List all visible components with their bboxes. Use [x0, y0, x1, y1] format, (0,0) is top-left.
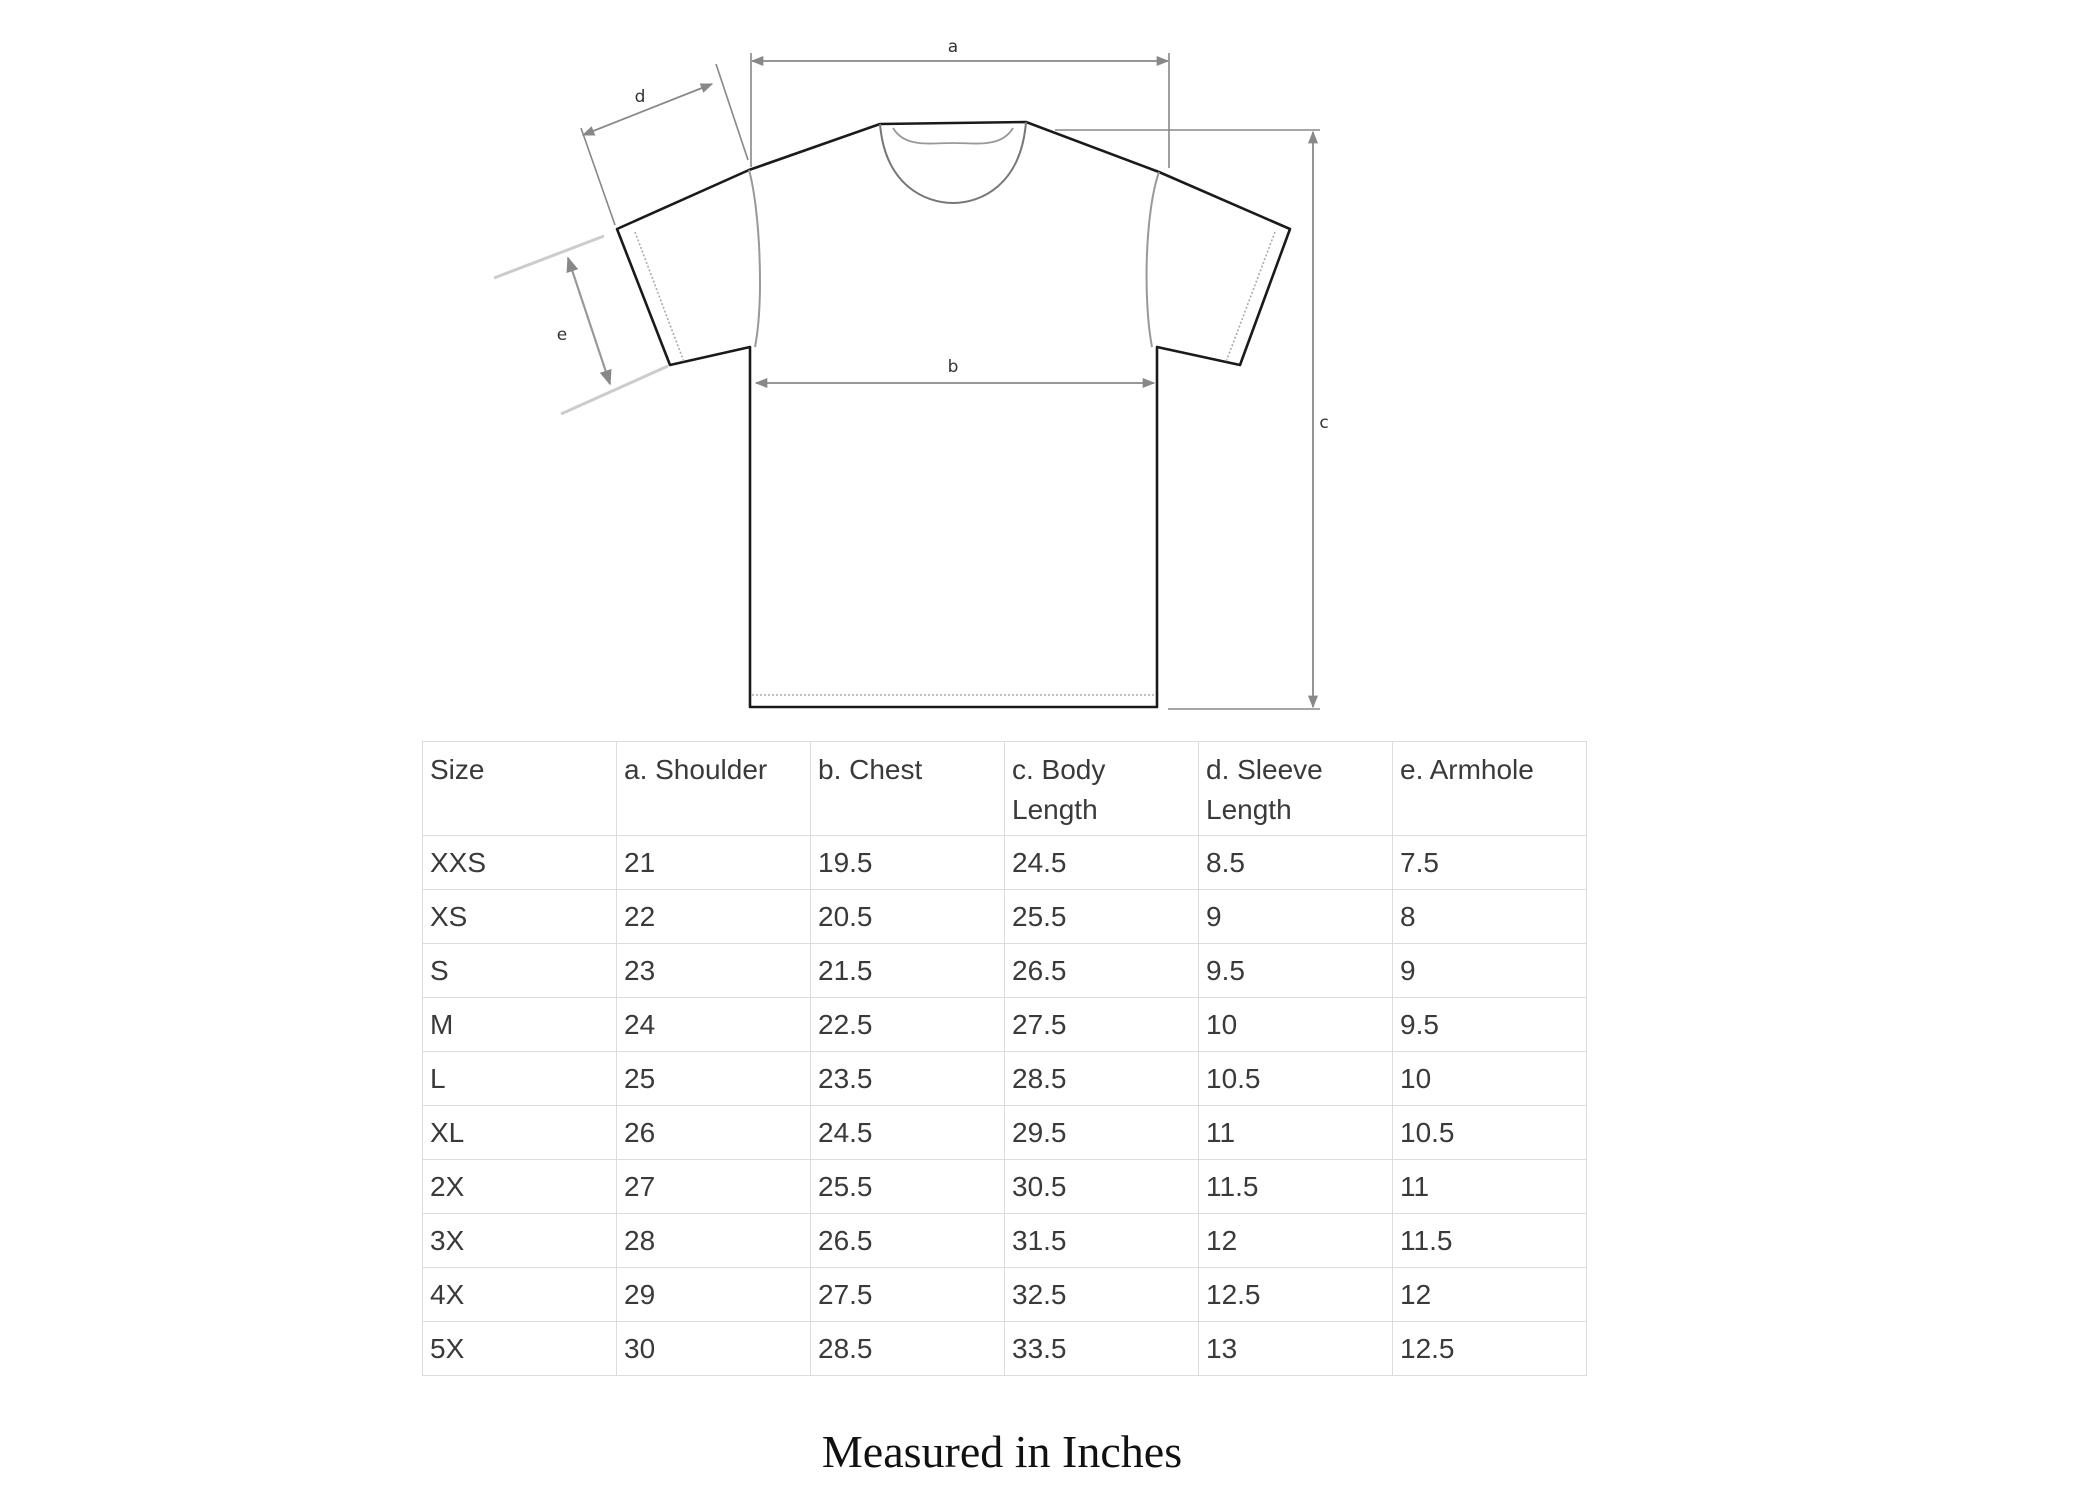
measurement-cell: 10 — [1393, 1052, 1587, 1106]
size-cell: XL — [423, 1106, 617, 1160]
size-cell: 2X — [423, 1160, 617, 1214]
measurement-cell: 23 — [617, 944, 811, 998]
table-row — [423, 1052, 1587, 1106]
table-row — [423, 1106, 1587, 1160]
measurement-cell: 11.5 — [1393, 1214, 1587, 1268]
size-cell: L — [423, 1052, 617, 1106]
measurement-cell: 9.5 — [1199, 944, 1393, 998]
measurement-cell: 22.5 — [811, 998, 1005, 1052]
measurement-cell: 28.5 — [811, 1322, 1005, 1376]
measurement-cell: 12.5 — [1393, 1322, 1587, 1376]
measurement-cell: 27 — [617, 1160, 811, 1214]
dimension-d — [581, 64, 748, 225]
measurement-cell: 33.5 — [1005, 1322, 1199, 1376]
size-cell: M — [423, 998, 617, 1052]
measurement-cell: 25.5 — [811, 1160, 1005, 1214]
column-header — [811, 742, 1005, 836]
dimension-c — [1055, 130, 1329, 709]
left-sleeve-seam — [749, 170, 760, 347]
table-row — [423, 998, 1587, 1052]
measurement-cell: 11 — [1199, 1106, 1393, 1160]
measurement-cell: 12 — [1393, 1268, 1587, 1322]
right-sleeve-seam — [1147, 172, 1159, 347]
size-cell: 5X — [423, 1322, 617, 1376]
measurement-cell: 13 — [1199, 1322, 1393, 1376]
column-header-text: c. Body — [1012, 754, 1106, 785]
measurement-cell: 8 — [1393, 890, 1587, 944]
column-header — [617, 742, 811, 836]
column-header-text: a. Shoulder — [624, 754, 768, 785]
column-header — [423, 742, 617, 836]
measurement-cell: 28.5 — [1005, 1052, 1199, 1106]
measurement-cell: 28 — [617, 1214, 811, 1268]
measurement-cell: 24.5 — [1005, 836, 1199, 890]
table-row — [423, 1268, 1587, 1322]
measurement-cell: 12.5 — [1199, 1268, 1393, 1322]
measurement-cell: 26.5 — [1005, 944, 1199, 998]
column-header — [1005, 742, 1199, 836]
header-row — [423, 742, 1587, 836]
measurement-cell: 11 — [1393, 1160, 1587, 1214]
measurement-cell: 32.5 — [1005, 1268, 1199, 1322]
measurement-cell: 10.5 — [1393, 1106, 1587, 1160]
column-header-text: Length — [1206, 794, 1292, 825]
tshirt-outline — [617, 122, 1290, 707]
column-header-text: b. Chest — [818, 754, 923, 785]
measurement-cell: 10.5 — [1199, 1052, 1393, 1106]
table-row — [423, 1214, 1587, 1268]
measurement-cell: 10 — [1199, 998, 1393, 1052]
column-header-text: e. Armhole — [1400, 754, 1534, 785]
label-e: e — [556, 325, 568, 345]
table-row — [423, 890, 1587, 944]
measurement-cell: 31.5 — [1005, 1214, 1199, 1268]
measurement-cell: 30.5 — [1005, 1160, 1199, 1214]
measurement-cell: 21 — [617, 836, 811, 890]
measurement-cell: 24 — [617, 998, 811, 1052]
measurement-cell: 9 — [1199, 890, 1393, 944]
table-body — [423, 836, 1587, 1376]
label-b: b — [947, 357, 959, 377]
measurement-cell: 11.5 — [1199, 1160, 1393, 1214]
measurement-cell: 21.5 — [811, 944, 1005, 998]
column-header-text: d. Sleeve — [1206, 754, 1323, 785]
dimension-e — [494, 236, 668, 414]
measurement-cell: 24.5 — [811, 1106, 1005, 1160]
label-d: d — [634, 87, 646, 107]
table-row — [423, 944, 1587, 998]
dimension-b — [756, 357, 1154, 383]
column-header — [1393, 742, 1587, 836]
measurement-cell: 25 — [617, 1052, 811, 1106]
size-cell: XXS — [423, 836, 617, 890]
size-chart-table — [422, 741, 1587, 1376]
table-row — [423, 1322, 1587, 1376]
label-a: a — [947, 37, 959, 57]
collar — [880, 122, 1026, 203]
label-c: c — [1319, 413, 1329, 433]
measurement-cell: 9 — [1393, 944, 1587, 998]
measurement-cell: 27.5 — [811, 1268, 1005, 1322]
measurement-cell: 29 — [617, 1268, 811, 1322]
column-header-text: Size — [430, 754, 485, 785]
measurement-cell: 19.5 — [811, 836, 1005, 890]
column-header — [1199, 742, 1393, 836]
column-header-text: Length — [1012, 794, 1098, 825]
measurement-cell: 23.5 — [811, 1052, 1005, 1106]
measurement-cell: 12 — [1199, 1214, 1393, 1268]
measurement-cell: 20.5 — [811, 890, 1005, 944]
measurement-cell: 26.5 — [811, 1214, 1005, 1268]
measurement-cell: 26 — [617, 1106, 811, 1160]
measurement-cell: 30 — [617, 1322, 811, 1376]
size-cell: 3X — [423, 1214, 617, 1268]
measurement-cell: 22 — [617, 890, 811, 944]
table-row — [423, 836, 1587, 890]
size-cell: XS — [423, 890, 617, 944]
table-row — [423, 1160, 1587, 1214]
size-cell: S — [423, 944, 617, 998]
measurement-cell: 29.5 — [1005, 1106, 1199, 1160]
size-cell: 4X — [423, 1268, 617, 1322]
measurement-cell: 27.5 — [1005, 998, 1199, 1052]
measurement-cell: 8.5 — [1199, 836, 1393, 890]
tshirt-measurement-diagram — [0, 0, 2100, 720]
measurement-cell: 25.5 — [1005, 890, 1199, 944]
measurement-cell: 7.5 — [1393, 836, 1587, 890]
measurement-unit-caption: Measured in Inches — [821, 1426, 1183, 1477]
measurement-cell: 9.5 — [1393, 998, 1587, 1052]
